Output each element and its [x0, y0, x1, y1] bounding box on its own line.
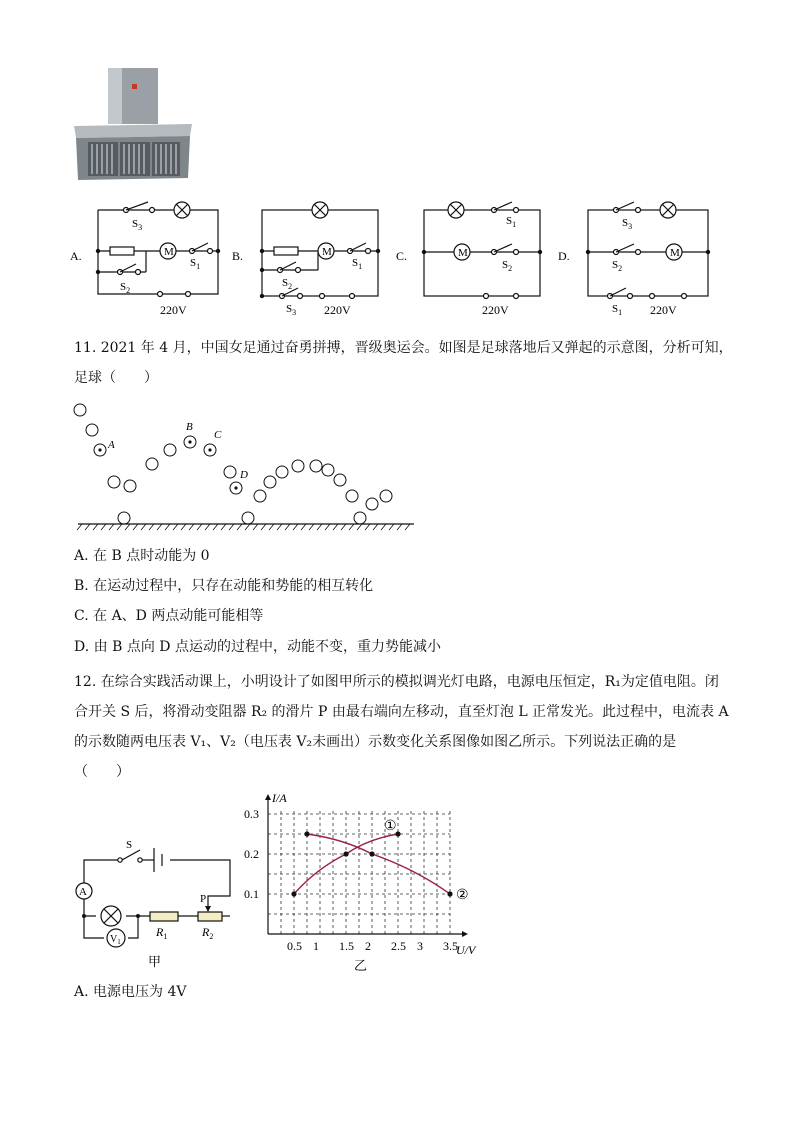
q10a-voltage: 220V [160, 303, 187, 317]
svg-text:S2: $S_2$ [282, 277, 293, 291]
switch-s-label: S [126, 839, 133, 851]
q11-option-c[interactable]: C. 在 A、D 两点动能可能相等 [74, 608, 264, 624]
x-tick-label-6: 3.5 [443, 939, 458, 953]
point-d-label: D [240, 469, 248, 481]
svg-text:S2: $S_2$ [502, 259, 513, 273]
svg-text:S1: $S_1$ [506, 215, 517, 229]
svg-text:R1: $R_1$ [156, 925, 168, 941]
x-tick-label-5: 3 [417, 939, 423, 953]
x-axis-label: U/V [456, 943, 476, 957]
y-tick-label-1: 0.2 [244, 847, 259, 861]
y-tick-label-0: 0.1 [244, 887, 259, 901]
series-2-point-2 [447, 891, 452, 896]
q11-option-b[interactable]: B. 在运动过程中，只存在动能和势能的相互转化 [74, 578, 374, 594]
q10b-voltage: 220V [324, 303, 351, 317]
q11-option-d[interactable]: D. 由 B 点向 D 点运动的过程中，动能不变，重力势能减小 [74, 639, 441, 655]
svg-text:S3: $S_3$ [132, 218, 143, 232]
x-tick-label-1: 1 [313, 939, 319, 953]
svg-text:S1: $S_1$ [612, 303, 623, 317]
point-a-label: A [108, 439, 115, 451]
q11-stem-line1: 11. 2021 年 4 月，中国女足通过奋勇拼搏，晋级奥运会。如图是足球落地后又弹起的示意图，分析可知， [74, 340, 733, 356]
series-1-label: ① [384, 819, 397, 834]
q12-iu-chart [240, 790, 490, 974]
range-hood-image [72, 66, 194, 182]
svg-text:R2: $R_2$ [202, 925, 214, 941]
x-tick-label-3: 2 [365, 939, 371, 953]
q10a-motor-label: M [164, 246, 174, 258]
q10-option-b-letter[interactable]: B. [232, 249, 244, 263]
q12-stem-line3: 的示数随两电压表 V₁、V₂（电压表 V₂未画出）示数变化关系图像如图乙所示。下列说法正确的是 [74, 734, 677, 750]
q12-stem-line2: 合开关 S 后，将滑动变阻器 R₂ 的滑片 P 由最右端向左移动，直至灯泡 L 正常发光。此过程中，电流表 A [74, 704, 729, 720]
svg-text:S1: $S_1$ [352, 257, 363, 271]
y-axis-label: I/A [272, 791, 287, 805]
y-tick-label-2: 0.3 [244, 807, 259, 821]
ammeter-label: A [79, 886, 87, 898]
point-b-label: B [186, 421, 193, 433]
circuit-caption: 甲 [148, 954, 162, 969]
svg-text:S3: $S_3$ [622, 217, 633, 231]
y-axis-arrow [265, 794, 271, 800]
svg-text:S2: $S_2$ [120, 281, 131, 295]
q10-option-d-letter[interactable]: D. [558, 249, 570, 263]
point-c-label: C [214, 429, 222, 441]
series-2-label: ② [456, 888, 469, 903]
q10c-voltage: 220V [482, 303, 509, 317]
q10-option-c-letter[interactable]: C. [396, 249, 408, 263]
q12-stem-line1: 12. 在综合实践活动课上，小明设计了如图甲所示的模拟调光灯电路，电源电压恒定，R₁为定值电阻。闭 [74, 674, 719, 690]
series-1-point-1 [343, 851, 348, 856]
x-tick-label-0: 0.5 [287, 939, 302, 953]
q12-stem-line4: （ ） [74, 764, 130, 780]
q12-option-a[interactable]: A. 电源电压为 4V [74, 984, 187, 1000]
q10-circuit-options [60, 196, 740, 322]
football-bounce-diagram [70, 398, 420, 534]
q10b-motor-label: M [322, 246, 332, 258]
svg-text:S1: $S_1$ [190, 257, 201, 271]
series-2-point-0 [304, 831, 309, 836]
q11-option-a[interactable]: A. 在 B 点时动能为 0 [74, 548, 210, 564]
q12-circuit-diagram [66, 834, 246, 970]
slider-p-label: P [200, 893, 207, 905]
q10d-voltage: 220V [650, 303, 677, 317]
x-tick-label-4: 2.5 [391, 939, 406, 953]
q10c-motor-label: M [458, 247, 468, 259]
x-axis-arrow [462, 931, 468, 937]
x-tick-label-2: 1.5 [339, 939, 354, 953]
svg-text:S2: $S_2$ [612, 259, 623, 273]
q10d-motor-label: M [670, 247, 680, 259]
series-1-point-0 [291, 891, 296, 896]
q10-option-a-letter[interactable]: A. [70, 249, 82, 263]
chart-caption: 乙 [354, 958, 368, 973]
series-2-point-1 [369, 851, 374, 856]
svg-text:V1: $V_1$ [110, 934, 121, 946]
q11-stem-line2: 足球（ ） [74, 370, 158, 386]
svg-text:S3: $S_3$ [286, 303, 297, 317]
